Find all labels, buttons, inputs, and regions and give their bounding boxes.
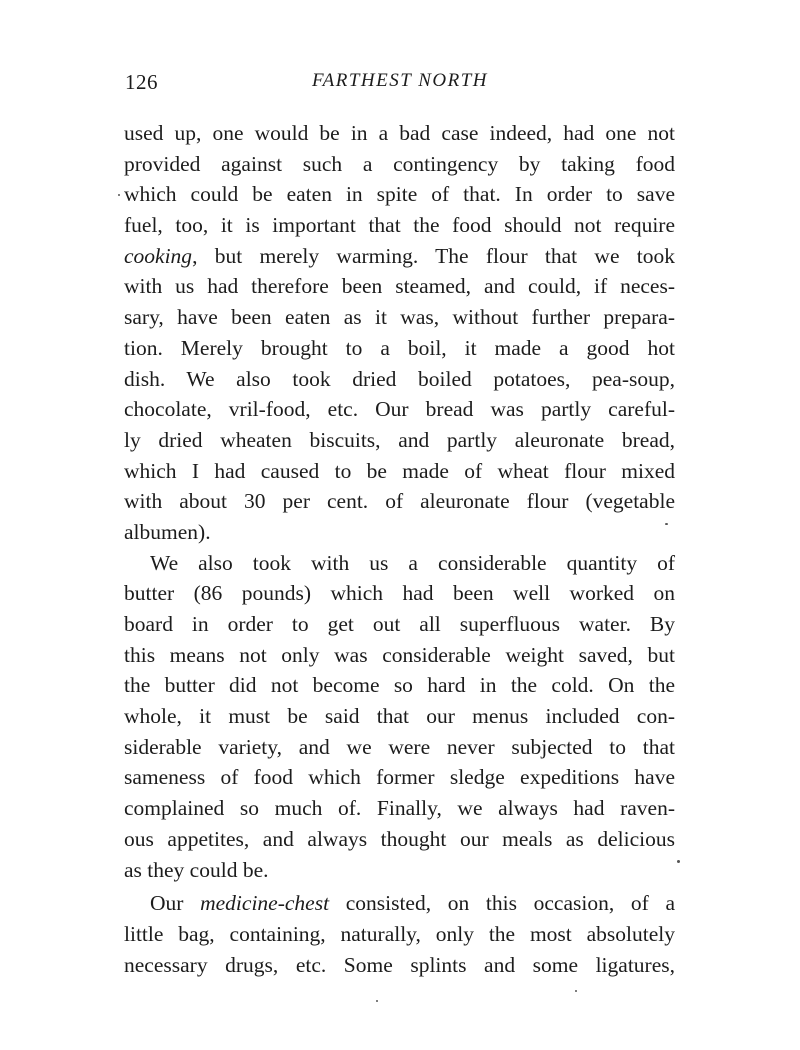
text-line: ous appetites, and always thought our meals as delicious <box>124 826 675 851</box>
running-head <box>125 70 675 100</box>
text-line <box>124 241 675 272</box>
text-line: complained so much of. Finally, we always had raven- <box>124 796 675 821</box>
text-line: albumen). <box>124 519 211 544</box>
paragraph-1 <box>124 118 675 548</box>
italic-term-medicine-chest: medicine-chest <box>200 891 330 916</box>
text-line: ly dried wheaten biscuits, and partly aleuronate bread, <box>124 427 675 452</box>
text-line: dish. We also took dried boiled potatoes, pea-soup, <box>124 366 675 391</box>
text-line: necessary drugs, etc. Some splints and some ligatures, <box>124 952 675 977</box>
text-line: sary, have been eaten as it was, without further prepara- <box>124 305 675 330</box>
text-segment: , but merely warming. The flour that we took <box>192 243 675 268</box>
text-line: which could be eaten in spite of that. In order to save <box>124 182 675 207</box>
text-line: We also took with us a considerable quantity of <box>150 550 675 575</box>
text-line: used up, one would be in a bad case indeed, had one not <box>124 121 675 145</box>
text-line: butter (86 pounds) which had been well worked on <box>124 581 675 606</box>
text-line: whole, it must be said that our menus included con- <box>124 704 675 729</box>
text-line: chocolate, vril-food, etc. Our bread was partly careful- <box>124 397 675 422</box>
text-line: with us had therefore been steamed, and could, if neces- <box>124 274 675 299</box>
paragraph-3 <box>124 888 675 980</box>
ink-speck <box>677 860 680 863</box>
ink-speck <box>118 194 120 196</box>
text-line: sameness of food which former sledge expeditions have <box>124 765 675 790</box>
text-segment: consisted, on this occasion, of a <box>329 891 675 916</box>
ink-speck <box>575 990 577 992</box>
paragraph-2 <box>124 548 675 886</box>
ink-speck <box>376 1000 378 1002</box>
text-line: as they could be. <box>124 857 269 882</box>
text-line: siderable variety, and we were never subjected to that <box>124 734 675 759</box>
text-line: little bag, containing, naturally, only the most absolutely <box>124 921 675 946</box>
text-line: this means not only was considerable weight saved, but <box>124 642 675 667</box>
text-line: fuel, too, it is important that the food should not require <box>124 213 675 238</box>
ink-speck <box>665 523 668 525</box>
text-line: board in order to get out all superfluous water. By <box>124 612 675 636</box>
italic-term-cooking: cooking <box>124 243 193 268</box>
text-line: tion. Merely brought to a boil, it made a good hot <box>124 335 675 360</box>
text-line <box>124 888 675 919</box>
text-line: the butter did not become so hard in the cold. On the <box>124 673 675 698</box>
text-line: which I had caused to be made of wheat flour mixed <box>124 458 675 483</box>
body-text <box>124 118 675 980</box>
text-line: provided against such a contingency by taking food <box>124 151 675 176</box>
text-segment: Our <box>150 891 201 916</box>
page-number: 126 <box>125 70 158 94</box>
text-line: with about 30 per cent. of aleuronate flour (vegetable <box>124 489 675 514</box>
running-title: FARTHEST NORTH <box>311 70 489 91</box>
